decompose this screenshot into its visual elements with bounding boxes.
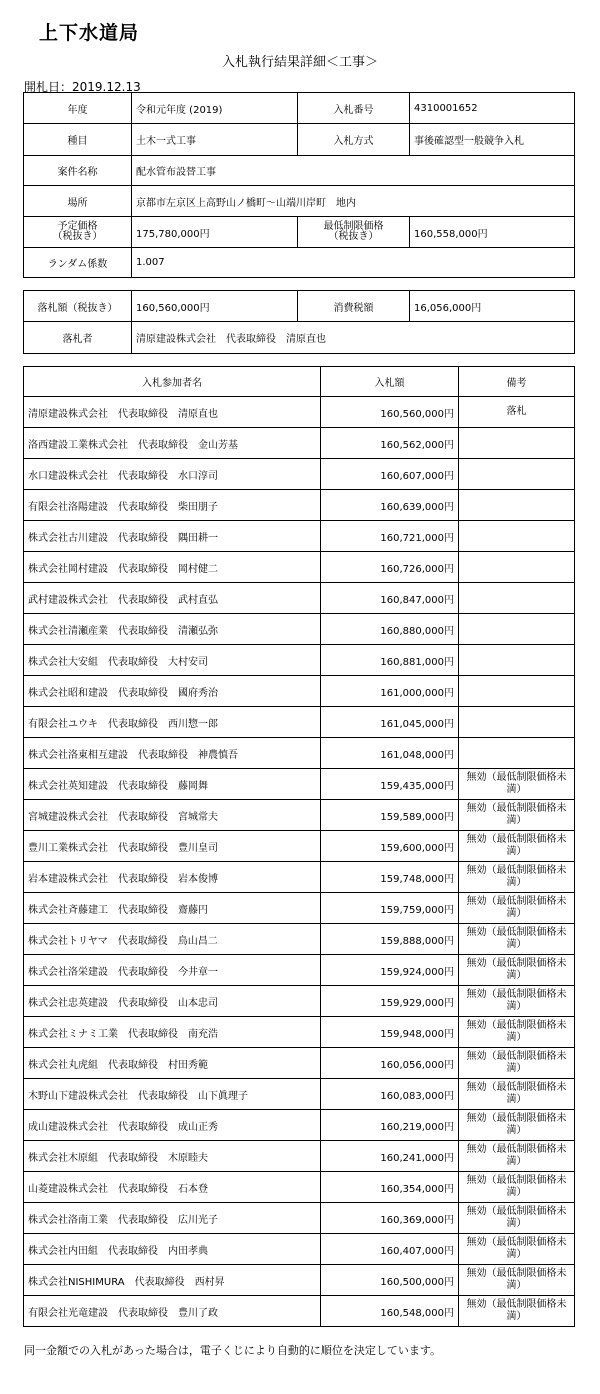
bid-remark (459, 459, 575, 490)
table-row (24, 707, 575, 738)
bid-remark: 無効（最低制限価格未満） (459, 986, 575, 1017)
bidder-name: 株式会社木原組 代表取締役 木原睦夫 (24, 1141, 321, 1172)
bidder-name: 株式会社洛東相互建設 代表取締役 神農慎吾 (24, 738, 321, 769)
table-row (24, 738, 575, 769)
bid-amount: 159,600,000円 (321, 831, 459, 862)
open-date-value: 2019.12.13 (72, 80, 141, 94)
bid-remark: 無効（最低制限価格未満） (459, 955, 575, 986)
bidder-name: 株式会社忠英建設 代表取締役 山本忠司 (24, 986, 321, 1017)
bid-remark: 無効（最低制限価格未満） (459, 862, 575, 893)
bid-amount: 160,369,000円 (321, 1203, 459, 1234)
bid-amount: 160,083,000円 (321, 1079, 459, 1110)
bid-amount: 159,929,000円 (321, 986, 459, 1017)
bureau-title: 上下水道局 (39, 22, 140, 44)
bid-remark: 無効（最低制限価格未満） (459, 1296, 575, 1327)
table-row (24, 1079, 575, 1110)
table-row (24, 893, 575, 924)
bidder-name: 岩本建設株式会社 代表取締役 岩本俊博 (24, 862, 321, 893)
planned-price-label: 予定価格 （税抜き） (24, 217, 132, 248)
footer-note: 同一金額での入札があった場合は，電子くじにより自動的に順位を決定しています。 (24, 1344, 442, 1357)
bids-header-remark: 備考 (459, 367, 575, 397)
bid-amount: 159,759,000円 (321, 893, 459, 924)
case-label: 案件名称 (24, 156, 132, 186)
random-value: 1.007 (132, 248, 575, 278)
bid-remark: 無効（最低制限価格未満） (459, 1172, 575, 1203)
table-row (24, 1234, 575, 1265)
bid-remark: 無効（最低制限価格未満） (459, 1234, 575, 1265)
bid-remark: 無効（最低制限価格未満） (459, 1265, 575, 1296)
table-row (24, 583, 575, 614)
bid-remark (459, 552, 575, 583)
table-row (24, 800, 575, 831)
bid-remark: 無効（最低制限価格未満） (459, 831, 575, 862)
bid-remark: 落札 (459, 397, 575, 428)
winner-value: 清原建設株式会社 代表取締役 清原直也 (132, 322, 575, 354)
table-row (24, 552, 575, 583)
page-title: 入札執行結果詳細＜工事＞ (221, 55, 378, 70)
bid-remark: 無効（最低制限価格未満） (459, 800, 575, 831)
bid-remark: 無効（最低制限価格未満） (459, 1048, 575, 1079)
table-row (24, 1141, 575, 1172)
bid-remark: 無効（最低制限価格未満） (459, 1079, 575, 1110)
bid-remark: 無効（最低制限価格未満） (459, 1203, 575, 1234)
bidder-name: 武村建設株式会社 代表取締役 武村直弘 (24, 583, 321, 614)
bid-remark (459, 521, 575, 552)
table-row (24, 862, 575, 893)
table-row (24, 397, 575, 428)
bid-no-label: 入札番号 (298, 93, 410, 124)
bid-amount: 160,560,000円 (321, 397, 459, 428)
bid-amount: 160,607,000円 (321, 459, 459, 490)
table-row (24, 924, 575, 955)
bid-amount: 160,354,000円 (321, 1172, 459, 1203)
tax-label: 消費税額 (298, 291, 410, 322)
bid-no-value: 4310001652 (410, 93, 575, 124)
bidder-name: 木野山下建設株式会社 代表取締役 山下眞理子 (24, 1079, 321, 1110)
bid-remark: 無効（最低制限価格未満） (459, 924, 575, 955)
bid-amount: 160,548,000円 (321, 1296, 459, 1327)
bid-info-table (23, 92, 575, 278)
bid-remark: 無効（最低制限価格未満） (459, 1110, 575, 1141)
bid-remark (459, 707, 575, 738)
award-value: 160,560,000円 (132, 291, 298, 322)
table-row (24, 428, 575, 459)
bid-remark (459, 676, 575, 707)
table-row (24, 1110, 575, 1141)
bid-remark: 無効（最低制限価格未満） (459, 1017, 575, 1048)
table-row (24, 1172, 575, 1203)
random-label: ランダム係数 (24, 248, 132, 278)
bid-amount: 160,056,000円 (321, 1048, 459, 1079)
bidder-name: 株式会社大安組 代表取締役 大村安司 (24, 645, 321, 676)
bids-table (23, 366, 575, 1327)
bidder-name: 清原建設株式会社 代表取締役 清原直也 (24, 397, 321, 428)
bid-amount: 161,048,000円 (321, 738, 459, 769)
table-row (24, 1048, 575, 1079)
bid-amount: 160,847,000円 (321, 583, 459, 614)
bid-amount: 160,562,000円 (321, 428, 459, 459)
bid-remark (459, 645, 575, 676)
table-row (24, 459, 575, 490)
case-value: 配水管布設替工事 (132, 156, 575, 186)
bidder-name: 株式会社昭和建設 代表取締役 國府秀治 (24, 676, 321, 707)
min-price-label: 最低制限価格 （税抜き） (298, 217, 410, 248)
bidder-name: 有限会社洛陽建設 代表取締役 柴田朋子 (24, 490, 321, 521)
bidder-name: 有限会社光竜建設 代表取締役 豊川了政 (24, 1296, 321, 1327)
winner-label: 落札者 (24, 322, 132, 354)
bidder-name: 株式会社内田組 代表取締役 内田孝典 (24, 1234, 321, 1265)
planned-price-value: 175,780,000円 (132, 217, 298, 248)
year-value: 令和元年度 (2019) (132, 93, 298, 124)
bid-amount: 159,435,000円 (321, 769, 459, 800)
bid-amount: 160,726,000円 (321, 552, 459, 583)
bid-amount: 160,241,000円 (321, 1141, 459, 1172)
category-value: 土木一式工事 (132, 124, 298, 156)
bid-amount: 159,924,000円 (321, 955, 459, 986)
method-label: 入札方式 (298, 124, 410, 156)
bid-amount: 160,500,000円 (321, 1265, 459, 1296)
bid-amount: 159,748,000円 (321, 862, 459, 893)
bidder-name: 宮城建設株式会社 代表取締役 宮城常夫 (24, 800, 321, 831)
bidder-name: 株式会社洛南工業 代表取締役 広川光子 (24, 1203, 321, 1234)
table-row (24, 521, 575, 552)
bid-amount: 159,589,000円 (321, 800, 459, 831)
bid-remark: 無効（最低制限価格未満） (459, 769, 575, 800)
bidder-name: 株式会社トリヤマ 代表取締役 鳥山昌二 (24, 924, 321, 955)
category-label: 種目 (24, 124, 132, 156)
table-row (24, 490, 575, 521)
table-row (24, 1265, 575, 1296)
place-label: 場所 (24, 186, 132, 217)
table-row (24, 955, 575, 986)
table-row (24, 645, 575, 676)
table-row (24, 986, 575, 1017)
bidder-name: 株式会社洛栄建設 代表取締役 今井章一 (24, 955, 321, 986)
bid-remark (459, 490, 575, 521)
bidder-name: 水口建設株式会社 代表取締役 水口淳司 (24, 459, 321, 490)
table-row (24, 1296, 575, 1327)
bid-amount: 161,045,000円 (321, 707, 459, 738)
table-row (24, 614, 575, 645)
bidder-name: 株式会社NISHIMURA 代表取締役 西村昇 (24, 1265, 321, 1296)
tax-value: 16,056,000円 (410, 291, 575, 322)
min-price-value: 160,558,000円 (410, 217, 575, 248)
table-row (24, 676, 575, 707)
bid-remark: 無効（最低制限価格未満） (459, 893, 575, 924)
result-table (23, 290, 575, 354)
bidder-name: 株式会社清瀬産業 代表取締役 清瀬弘弥 (24, 614, 321, 645)
place-value: 京都市左京区上高野山ノ橋町～山端川岸町 地内 (132, 186, 575, 217)
table-row (24, 1203, 575, 1234)
method-value: 事後確認型一般競争入札 (410, 124, 575, 156)
bid-amount: 160,639,000円 (321, 490, 459, 521)
bidder-name: 洛西建設工業株式会社 代表取締役 金山芳基 (24, 428, 321, 459)
bidder-name: 株式会社丸虎組 代表取締役 村田秀範 (24, 1048, 321, 1079)
bidder-name: 有限会社ユウキ 代表取締役 西川惣一郎 (24, 707, 321, 738)
bid-amount: 160,881,000円 (321, 645, 459, 676)
bids-header-amount: 入札額 (321, 367, 459, 397)
bid-remark (459, 428, 575, 459)
bidder-name: 株式会社古川建設 代表取締役 隅田耕一 (24, 521, 321, 552)
table-row (24, 769, 575, 800)
open-date-label: 開札日： (24, 80, 73, 94)
bidder-name: 成山建設株式会社 代表取締役 成山正秀 (24, 1110, 321, 1141)
bids-header-name: 入札参加者名 (24, 367, 321, 397)
bid-remark: 無効（最低制限価格未満） (459, 1141, 575, 1172)
bid-remark (459, 738, 575, 769)
bidder-name: 株式会社斉藤建工 代表取締役 齋藤円 (24, 893, 321, 924)
bid-amount: 160,721,000円 (321, 521, 459, 552)
bid-amount: 160,219,000円 (321, 1110, 459, 1141)
bid-amount: 159,948,000円 (321, 1017, 459, 1048)
bid-remark (459, 614, 575, 645)
bidder-name: 株式会社岡村建設 代表取締役 岡村健二 (24, 552, 321, 583)
bidder-name: 豊川工業株式会社 代表取締役 豊川皇司 (24, 831, 321, 862)
bid-remark (459, 583, 575, 614)
year-label: 年度 (24, 93, 132, 124)
bidder-name: 株式会社英知建設 代表取締役 藤岡舞 (24, 769, 321, 800)
bid-amount: 161,000,000円 (321, 676, 459, 707)
award-label: 落札額（税抜き） (24, 291, 132, 322)
bid-amount: 159,888,000円 (321, 924, 459, 955)
bidder-name: 株式会社ミナミ工業 代表取締役 南充浩 (24, 1017, 321, 1048)
bidder-name: 山菱建設株式会社 代表取締役 石本登 (24, 1172, 321, 1203)
table-row (24, 1017, 575, 1048)
table-row (24, 831, 575, 862)
bid-amount: 160,880,000円 (321, 614, 459, 645)
bid-amount: 160,407,000円 (321, 1234, 459, 1265)
